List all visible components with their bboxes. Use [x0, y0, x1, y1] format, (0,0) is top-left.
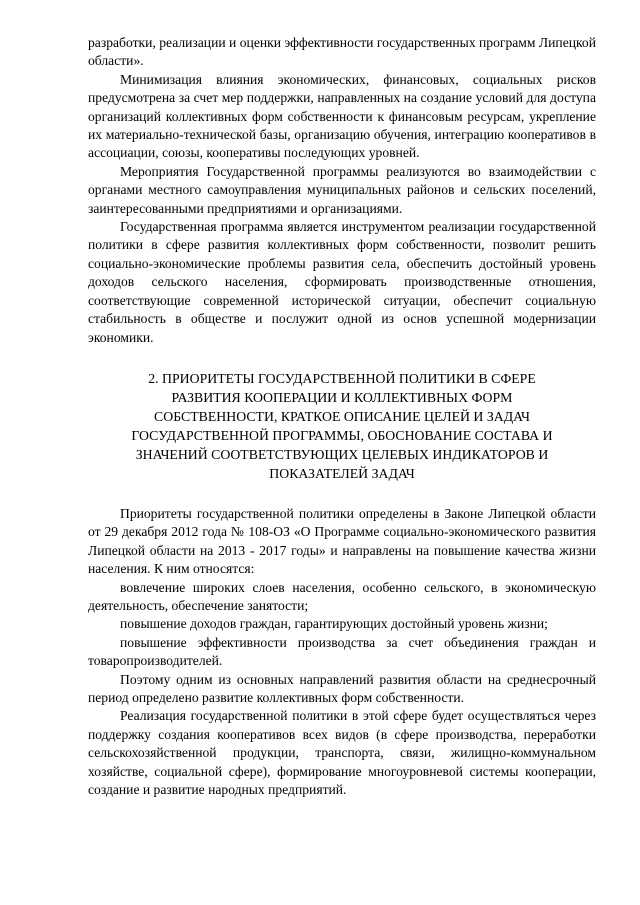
list-item-efficiency: повышение эффективности производства за счет объединения граждан и товаропроизводителей. [88, 634, 596, 669]
section-heading-line: ГОСУДАРСТВЕННОЙ ПРОГРАММЫ, ОБОСНОВАНИЕ СОСТАВА И [131, 427, 553, 443]
section-heading-line: СОБСТВЕННОСТИ, КРАТКОЕ ОПИСАНИЕ ЦЕЛЕЙ И ЗАДАЧ [154, 408, 530, 424]
document-page [88, 34, 596, 799]
section-heading-line: 2. ПРИОРИТЕТЫ ГОСУДАРСТВЕННОЙ ПОЛИТИКИ В СФЕРЕ [148, 370, 536, 386]
paragraph-priorities: Приоритеты государственной политики определены в Законе Липецкой области от 29 декабря 2012 года № 108-ОЗ «О Программе социально-экономического развития Липецкой области на 2013 - 2017 годы» и направлены на повышение качества жизни населения. К ним относятся: [88, 505, 596, 577]
paragraph-direction: Поэтому одним из основных направлений развития области на среднесрочный период определено развитие коллективных форм собственности. [88, 671, 596, 705]
section-heading-line: ЗНАЧЕНИЙ СООТВЕТСТВУЮЩИХ ЦЕЛЕВЫХ ИНДИКАТОРОВ И [135, 446, 549, 462]
section-heading-line: ПОКАЗАТЕЛЕЙ ЗАДАЧ [269, 465, 415, 481]
paragraph-risks: Минимизация влияния экономических, финансовых, социальных рисков предусмотрена за счет мер поддержки, направленных на создание условий для доступа организаций коллективных форм собственности к финансовым ресурсам, укрепление их материально-технической базы, организацию обучения, интеграцию кооперативов в ассоциации, союзы, кооперативы последующих уровней. [88, 71, 596, 161]
paragraph-program-instrument: Государственная программа является инструментом реализации государственной политики в сфере развития коллективных форм собственности, позволит решить социально-экономические проблемы развития села, обеспечить достойный уровень доходов сельского населения, сформировать производственные отношения, соответствующие современной исторической ситуации, обеспечит социальную стабильность в обществе и послужит одной из основ успешной модернизации экономики. [88, 219, 596, 345]
section-heading [88, 369, 596, 483]
list-item-income: повышение доходов граждан, гарантирующих достойный уровень жизни; [120, 616, 548, 632]
section-heading-line: РАЗВИТИЯ КООПЕРАЦИИ И КОЛЛЕКТИВНЫХ ФОРМ [171, 389, 513, 405]
paragraph-interaction: Мероприятия Государственной программы реализуются во взаимодействии с органами местного самоуправления муниципальных районов и сельских поселений, заинтересованными предприятиями и организациями. [88, 163, 596, 216]
paragraph-continuation: разработки, реализации и оценки эффективности государственных программ Липецкой области». [88, 35, 596, 69]
list-item-involvement: вовлечение широких слоев населения, особенно сельского, в экономическую деятельность, обеспечение занятости; [88, 579, 596, 613]
paragraph-implementation: Реализация государственной политики в этой сфере будет осуществляться через поддержку создания кооперативов всех видов (в сфере производства, переработки сельскохозяйственной продукции, транспорта, связи, жилищно-коммунальном хозяйстве, социальной сфере), формирование многоуровневой системы кооперации, создание и развитие народных предприятий. [88, 708, 596, 797]
